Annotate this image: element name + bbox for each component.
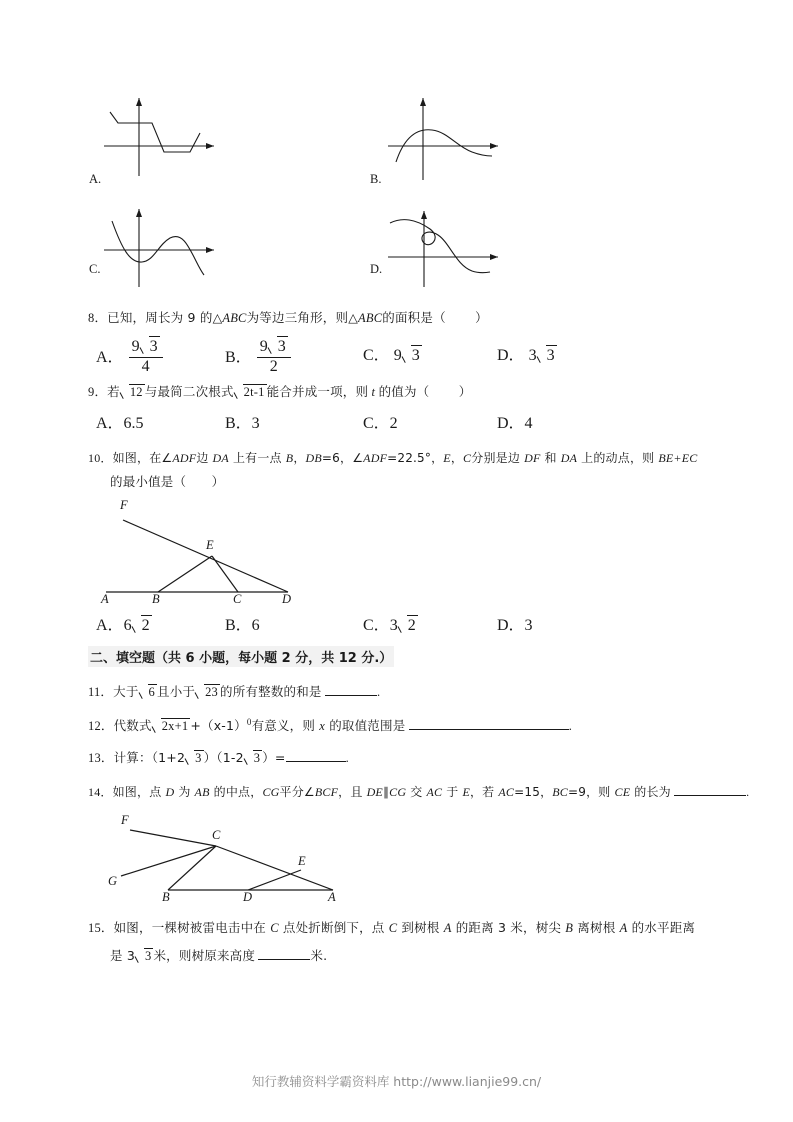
question-11 xyxy=(88,682,380,702)
question-10-stem-line-1 xyxy=(88,448,697,468)
q10-c-radicand: 2 xyxy=(407,617,416,634)
q11-answer-blank[interactable] xyxy=(325,684,377,696)
q14-point-a: A xyxy=(328,890,336,904)
q10-a-radicand: 2 xyxy=(141,617,150,634)
q15-text-d: 到树根 xyxy=(397,920,444,935)
question-8-text-3: 的面积是（ xyxy=(382,310,446,325)
question-10-number: 10． xyxy=(88,451,113,465)
q13-text-3: ）= xyxy=(262,750,286,765)
option-a-label: A． xyxy=(96,349,124,367)
q10-text-h: 分别是边 xyxy=(471,451,525,465)
q14-parallel-symbol: ∥ xyxy=(382,785,390,799)
question-10-figure xyxy=(88,500,408,610)
q10-label-e: E xyxy=(443,451,451,465)
q10-point-e: E xyxy=(206,538,214,552)
question-9-text-3: 能合并成一项，则 xyxy=(266,384,369,399)
q8-b-numerator: 9 xyxy=(259,338,268,355)
q15-label-b: B xyxy=(565,921,574,935)
question-12 xyxy=(88,712,572,736)
q13-text-1: 计算：（1+2 xyxy=(113,750,186,765)
q15-radicand-3: 3 xyxy=(145,949,152,963)
option-b-label: B． xyxy=(225,349,252,367)
q12-answer-blank[interactable] xyxy=(409,718,569,730)
q10-option-c-label: C． xyxy=(363,617,390,634)
choice-graph-d xyxy=(380,205,510,291)
question-8-text-1: 已知，周长为 9 的 xyxy=(107,310,213,325)
question-10-option-c[interactable] xyxy=(363,612,418,636)
q15-label-a: A xyxy=(443,921,452,935)
q10-text-g: ， xyxy=(450,451,464,465)
q10-point-b: B xyxy=(152,592,160,606)
q8-a-radicand: 3 xyxy=(149,338,158,355)
q10-label-b: B xyxy=(285,451,294,465)
question-9-option-b[interactable]: B．3 xyxy=(225,415,260,432)
question-11-number: 11． xyxy=(88,685,114,699)
q10-label-da-2: DA xyxy=(560,451,578,465)
q9-radicand-12: 12 xyxy=(129,385,143,399)
q12-text-3: 有意义，则 xyxy=(251,718,320,734)
q15-answer-blank[interactable] xyxy=(258,948,310,960)
q15-text-tail: 米. xyxy=(310,948,328,963)
q14-label-bcf: BCF xyxy=(314,785,339,799)
question-10-option-a[interactable] xyxy=(96,612,152,636)
question-8-paren: ） xyxy=(475,310,488,325)
q10-text-c: 上有一点 xyxy=(228,451,286,465)
q14-label-ab: AB xyxy=(194,785,210,799)
q15-text-b: 点处折断倒下，点 xyxy=(278,920,389,935)
q8-d-radicand: 3 xyxy=(546,347,555,364)
question-9-option-c[interactable]: C．2 xyxy=(363,415,398,432)
q14-label-ac-2: AC xyxy=(498,785,515,799)
q11-period: . xyxy=(376,685,381,699)
question-8-stem xyxy=(88,308,488,328)
q14-point-e: E xyxy=(298,854,306,868)
option-d-label: D． xyxy=(497,347,525,364)
q14-text-a: 如图，点 xyxy=(112,785,166,799)
question-12-number: 12． xyxy=(88,719,114,734)
question-8-number: 8． xyxy=(88,311,108,325)
question-9-option-a[interactable]: A．6.5 xyxy=(96,415,144,432)
q14-label-d: D xyxy=(165,785,175,799)
q14-label-e: E xyxy=(462,785,470,799)
variable-t: t xyxy=(371,385,376,399)
footer-watermark: 知行教辅资料学霸资料库 http://www.lianjie99.cn/ xyxy=(251,1074,542,1089)
q14-point-f: F xyxy=(121,813,129,827)
q10-c-coefficient: 3 xyxy=(389,617,398,634)
triangle-symbol-2: △ xyxy=(348,310,359,325)
choice-graph-a xyxy=(96,88,226,180)
choice-label-b: B. xyxy=(370,172,382,186)
q10-a-coefficient: 6 xyxy=(123,617,132,634)
question-14-number: 14． xyxy=(88,785,113,799)
q14-text-k: =15， xyxy=(514,785,553,799)
q14-text-i: 于 xyxy=(442,785,463,799)
q12-radicand-2x1: 2x+1 xyxy=(161,719,189,734)
q10-point-d: D xyxy=(282,592,292,606)
question-9-option-d[interactable]: D．4 xyxy=(497,415,533,432)
q12-period: . xyxy=(568,719,573,734)
q10-point-c: C xyxy=(233,592,242,606)
q15-text-2b: 米，则树原来高度 xyxy=(153,948,256,963)
q10-label-da: DA xyxy=(212,451,229,465)
choice-label-d: D. xyxy=(370,262,383,276)
question-8-text-2: 为等边三角形，则 xyxy=(246,310,349,325)
q14-label-ce: CE xyxy=(614,785,631,799)
question-14-stem xyxy=(88,782,749,802)
q14-text-h: 交 xyxy=(406,785,427,799)
q14-label-cg: CG xyxy=(262,785,280,799)
q15-text-2a: 是 3 xyxy=(110,948,136,963)
q8-a-numerator: 9 xyxy=(131,338,140,355)
q11-text-3: 的所有整数的和是 xyxy=(220,684,322,699)
q12-exponent-zero: 0 xyxy=(246,717,252,727)
q8-b-denominator: 2 xyxy=(257,357,291,377)
q12-text-4: 的取值范围是 xyxy=(325,718,406,734)
q14-label-bc: BC xyxy=(552,785,568,799)
q8-c-radicand: 3 xyxy=(411,347,420,364)
q15-text-g: 的水平距离 xyxy=(627,920,696,935)
q15-label-a-2: A xyxy=(619,921,628,935)
q11-radicand-23: 23 xyxy=(205,685,219,699)
q14-text-m: 的长为 xyxy=(630,785,671,799)
choice-label-a: A. xyxy=(89,172,102,186)
label-abc-2: ABC xyxy=(358,311,383,325)
q14-text-c: 的中点， xyxy=(209,785,263,799)
q15-label-c-2: C xyxy=(388,921,398,935)
q10-text-e: =6，∠ xyxy=(321,451,364,465)
q10-text-d: ， xyxy=(293,451,306,465)
q11-radicand-6: 6 xyxy=(148,685,155,699)
q14-text-l: =9，则 xyxy=(568,785,615,799)
question-15-line-2 xyxy=(110,946,327,966)
question-9-stem xyxy=(88,382,471,402)
choice-graph-b xyxy=(380,88,510,180)
q9-radicand-2t1: 2t-1 xyxy=(243,385,265,399)
q11-text-2: 且小于 xyxy=(157,684,196,699)
question-15-line-1 xyxy=(88,918,695,938)
q14-text-f: ，且 xyxy=(338,785,367,799)
question-8-option-b[interactable] xyxy=(225,336,292,377)
q13-answer-blank[interactable] xyxy=(286,750,346,762)
q14-period: . xyxy=(746,785,750,799)
label-abc-1: ABC xyxy=(222,311,247,325)
q14-point-c: C xyxy=(212,828,221,842)
q10-label-adf-2: ADF xyxy=(363,451,388,465)
q10-text-j: 上的动点，则 xyxy=(577,451,659,465)
q14-point-d: D xyxy=(243,890,253,904)
q12-text-2: +（x-1） xyxy=(190,718,247,734)
q14-point-g: G xyxy=(108,874,118,888)
question-10-option-d[interactable]: D．3 xyxy=(497,617,533,634)
question-15-number: 15． xyxy=(88,921,114,935)
q15-label-c: C xyxy=(270,921,279,935)
q10-label-db: DB xyxy=(305,451,322,465)
question-9-text-4: 的值为（ xyxy=(378,384,430,399)
question-8-option-d[interactable] xyxy=(497,342,557,366)
q13-radicand-3a: 3 xyxy=(195,751,202,765)
question-10-option-b[interactable]: B．6 xyxy=(225,617,260,634)
q10-text-f: =22.5°， xyxy=(387,451,444,465)
q14-text-e: 平分∠ xyxy=(279,785,315,799)
q15-text-a: 如图，一棵树被雷电击中在 xyxy=(113,920,271,935)
q14-label-de: DE xyxy=(366,785,383,799)
option-c-label: C． xyxy=(363,347,390,364)
q10-label-c: C xyxy=(463,451,472,465)
q8-b-radicand: 3 xyxy=(277,338,286,355)
question-9-text-2: 与最简二次根式 xyxy=(144,384,234,399)
q8-a-denominator: 4 xyxy=(129,357,163,377)
question-8-option-a[interactable] xyxy=(96,336,164,377)
q10-label-df: DF xyxy=(524,451,541,465)
q10-option-a-label: A． xyxy=(96,617,124,634)
choice-graph-c xyxy=(96,205,226,291)
q14-text-b: 为 xyxy=(174,785,195,799)
q10-text-a: 如图，在∠ xyxy=(112,451,173,465)
question-9-number: 9． xyxy=(88,385,108,399)
q10-point-a: A xyxy=(101,592,109,606)
q15-text-f: 离树根 xyxy=(573,920,620,935)
choice-label-c: C. xyxy=(89,262,101,276)
q13-text-2: ）（1-2 xyxy=(203,750,244,765)
section-2-heading: 二、填空题（共 6 小题，每小题 2 分，共 12 分.） xyxy=(88,646,394,667)
q12-text-1: 代数式 xyxy=(113,718,152,734)
q8-c-coefficient: 9 xyxy=(393,347,402,364)
question-10-stem-line-2: 的最小值是（ ） xyxy=(110,474,225,489)
q11-text-1: 大于 xyxy=(113,684,139,699)
q13-period: . xyxy=(345,751,349,765)
q10-label-adf: ADF xyxy=(172,451,197,465)
q10-text-i: 和 xyxy=(540,451,561,465)
q14-point-b: B xyxy=(162,890,170,904)
question-9-paren: ） xyxy=(458,384,472,399)
q12-variable-x: x xyxy=(319,719,326,734)
q14-text-j: ，若 xyxy=(469,785,499,799)
q15-text-e: 的距离 3 米，树尖 xyxy=(451,920,566,935)
q10-point-f: F xyxy=(120,498,128,512)
q8-d-coefficient: 3 xyxy=(528,347,537,364)
question-13-number: 13． xyxy=(88,751,114,765)
question-13 xyxy=(88,748,349,768)
q10-text-b: 边 xyxy=(196,451,213,465)
triangle-symbol: △ xyxy=(212,310,223,325)
q10-label-bec: BE+EC xyxy=(658,451,698,465)
q14-answer-blank[interactable] xyxy=(674,784,746,796)
question-8-option-c[interactable] xyxy=(363,342,422,366)
q13-radicand-3b: 3 xyxy=(253,751,261,765)
q14-label-cg-2: CG xyxy=(389,785,407,799)
question-9-text-1: 若 xyxy=(107,384,120,399)
q14-label-ac: AC xyxy=(426,785,443,799)
question-14-figure xyxy=(88,812,418,910)
